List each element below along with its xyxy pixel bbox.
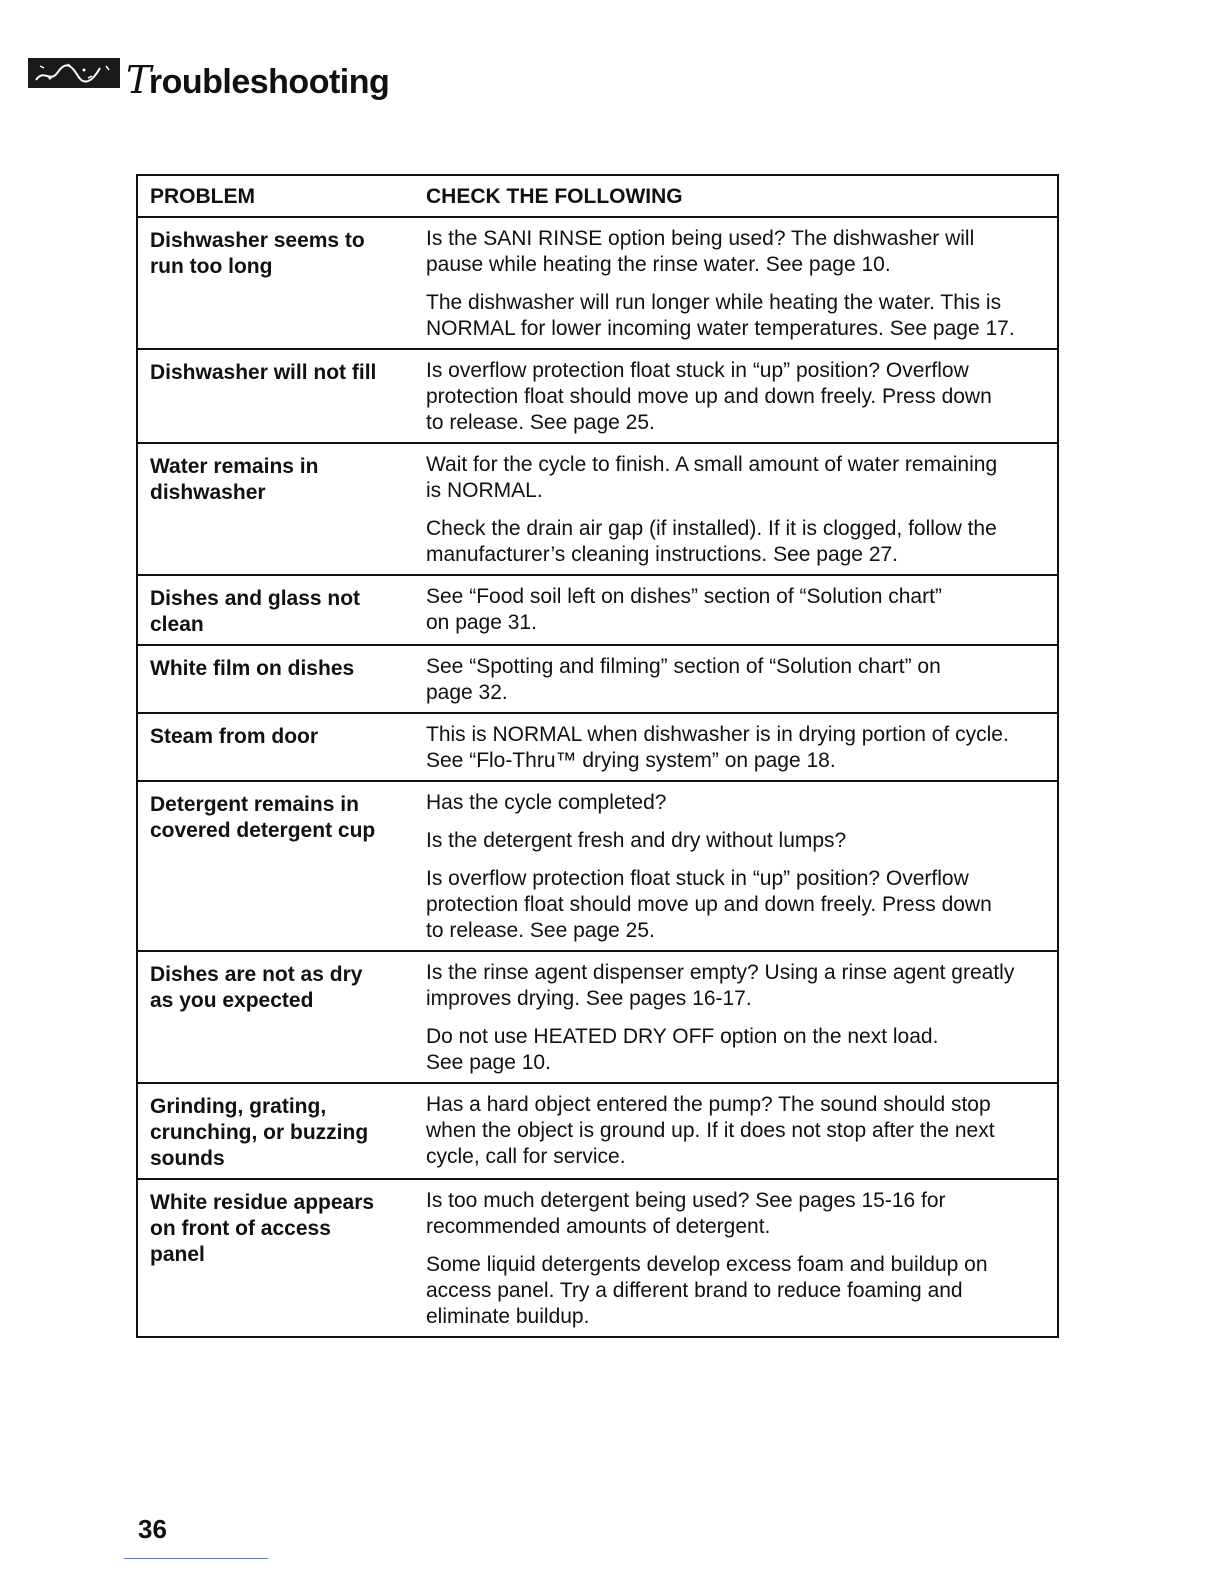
problem-cell: [138, 576, 414, 644]
check-cell: [414, 1084, 1057, 1178]
problem-cell: [138, 646, 414, 712]
check-line: Has the cycle completed?: [426, 791, 667, 814]
check-line: improves drying. See pages 16-17.: [426, 987, 752, 1010]
problem-line: covered detergent cup: [150, 819, 376, 842]
problem-line: Grinding, grating,: [150, 1095, 327, 1118]
decorative-logo-icon: [28, 58, 120, 88]
problem-line: sounds: [150, 1147, 225, 1170]
title-initial: T: [126, 58, 151, 102]
page-title: [126, 58, 389, 102]
check-line: Check the drain air gap (if installed). If it is clogged, follow the: [426, 517, 997, 540]
check-cell: [414, 646, 1057, 712]
problem-line: clean: [150, 613, 204, 636]
check-line: Is the SANI RINSE option being used? The dishwasher will: [426, 227, 975, 250]
problem-cell: [138, 444, 414, 574]
table-row: [138, 950, 1057, 1082]
check-cell: [414, 714, 1057, 780]
problem-cell: [138, 350, 414, 442]
table-row: [138, 1178, 1057, 1336]
check-line: Do not use HEATED DRY OFF option on the next load.: [426, 1025, 939, 1048]
problem-line: Steam from door: [150, 725, 319, 748]
check-paragraph: [426, 828, 1051, 854]
check-line: Is the rinse agent dispenser empty? Using a rinse agent greatly: [426, 961, 1015, 984]
problem-line: White film on dishes: [150, 657, 355, 680]
check-line: access panel. Try a different brand to reduce foaming and: [426, 1279, 963, 1302]
table-row: [138, 574, 1057, 644]
table-row: [138, 216, 1057, 348]
check-line: cycle, call for service.: [426, 1145, 626, 1168]
check-line: Has a hard object entered the pump? The sound should stop: [426, 1093, 991, 1116]
problem-cell: [138, 218, 414, 348]
check-line: This is NORMAL when dishwasher is in drying portion of cycle.: [426, 723, 1009, 746]
check-paragraph: [426, 790, 1051, 816]
check-line: The dishwasher will run longer while heating the water. This is: [426, 291, 1002, 314]
check-paragraph: [426, 1092, 1051, 1170]
check-paragraph: [426, 452, 1051, 504]
table-header-row: [138, 176, 1057, 216]
check-paragraph: [426, 516, 1051, 568]
problem-cell: [138, 714, 414, 780]
check-line: is NORMAL.: [426, 479, 543, 502]
check-line: eliminate buildup.: [426, 1305, 590, 1328]
problem-cell: [138, 1084, 414, 1178]
title-rest: roubleshooting: [148, 63, 390, 101]
check-paragraph: [426, 1188, 1051, 1240]
check-paragraph: [426, 1252, 1051, 1330]
table-row: [138, 442, 1057, 574]
check-paragraph: [426, 290, 1051, 342]
problem-cell: [138, 1180, 414, 1336]
check-line: NORMAL for lower incoming water temperatures. See page 17.: [426, 317, 1015, 340]
check-line: Is too much detergent being used? See pages 15-16 for: [426, 1189, 946, 1212]
check-line: when the object is ground up. If it does not stop after the next: [426, 1119, 995, 1142]
column-header-problem: PROBLEM: [150, 185, 255, 208]
check-line: manufacturer’s cleaning instructions. See page 27.: [426, 543, 899, 566]
check-cell: [414, 576, 1057, 644]
check-line: pause while heating the rinse water. See page 10.: [426, 253, 891, 276]
table-row: [138, 780, 1057, 950]
check-paragraph: [426, 866, 1051, 944]
check-line: page 32.: [426, 681, 508, 704]
check-paragraph: [426, 584, 1051, 636]
check-line: See “Spotting and filming” section of “Solution chart” on: [426, 655, 941, 678]
check-line: to release. See page 25.: [426, 411, 655, 434]
problem-line: panel: [150, 1243, 205, 1266]
column-header-check: CHECK THE FOLLOWING: [426, 185, 683, 208]
check-cell: [414, 444, 1057, 574]
check-paragraph: [426, 1024, 1051, 1076]
check-cell: [414, 350, 1057, 442]
problem-line: run too long: [150, 255, 273, 278]
problem-line: Water remains in: [150, 455, 319, 478]
problem-cell: [138, 952, 414, 1082]
check-line: to release. See page 25.: [426, 919, 655, 942]
problem-line: Dishwasher seems to: [150, 229, 365, 252]
check-line: Is overflow protection float stuck in “up” position? Overflow: [426, 867, 969, 890]
problem-line: Dishwasher will not fill: [150, 361, 377, 384]
check-line: Is the detergent fresh and dry without lumps?: [426, 829, 847, 852]
problem-line: crunching, or buzzing: [150, 1121, 369, 1144]
check-line: recommended amounts of detergent.: [426, 1215, 771, 1238]
check-line: protection float should move up and down freely. Press down: [426, 893, 992, 916]
problem-cell: [138, 782, 414, 950]
check-paragraph: [426, 722, 1051, 774]
table-row: [138, 348, 1057, 442]
check-line: on page 31.: [426, 611, 537, 634]
problem-line: on front of access: [150, 1217, 331, 1240]
problem-line: as you expected: [150, 989, 314, 1012]
table-row: [138, 644, 1057, 712]
check-paragraph: [426, 358, 1051, 436]
problem-line: Dishes are not as dry: [150, 963, 363, 986]
check-cell: [414, 952, 1057, 1082]
check-cell: [414, 218, 1057, 348]
check-line: See “Flo-Thru™ drying system” on page 18.: [426, 749, 836, 772]
problem-line: White residue appears: [150, 1191, 375, 1214]
check-cell: [414, 782, 1057, 950]
troubleshooting-table: [136, 174, 1059, 1338]
problem-line: dishwasher: [150, 481, 266, 504]
problem-line: Detergent remains in: [150, 793, 359, 816]
problem-line: Dishes and glass not: [150, 587, 361, 610]
check-line: See “Food soil left on dishes” section of “Solution chart”: [426, 585, 942, 608]
check-paragraph: [426, 654, 1051, 706]
check-line: See page 10.: [426, 1051, 551, 1074]
check-line: Wait for the cycle to finish. A small amount of water remaining: [426, 453, 998, 476]
check-paragraph: [426, 960, 1051, 1012]
footer-rule: [124, 1558, 268, 1559]
table-row: [138, 1082, 1057, 1178]
check-line: protection float should move up and down freely. Press down: [426, 385, 992, 408]
check-line: Is overflow protection float stuck in “up” position? Overflow: [426, 359, 969, 382]
check-line: Some liquid detergents develop excess foam and buildup on: [426, 1253, 988, 1276]
check-paragraph: [426, 226, 1051, 278]
table-row: [138, 712, 1057, 780]
page-number: 36: [138, 1514, 167, 1544]
check-cell: [414, 1180, 1057, 1336]
